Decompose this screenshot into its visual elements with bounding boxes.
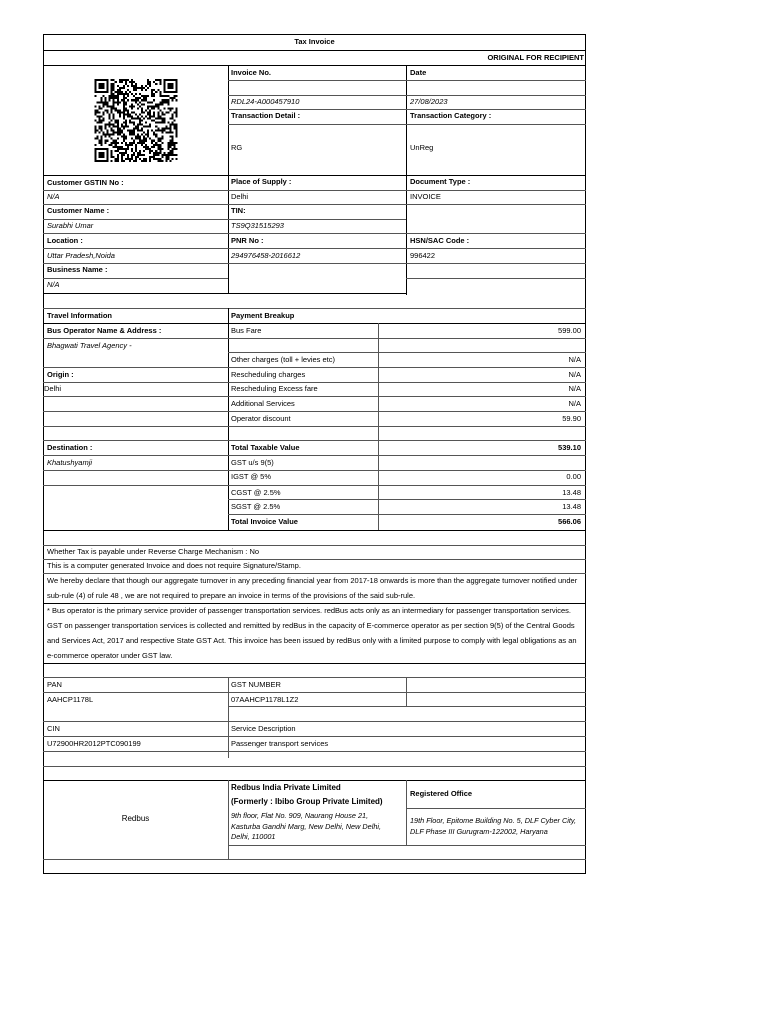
reverse-charge-note: Whether Tax is payable under Reverse Charge Mechanism : No: [47, 547, 260, 556]
origin-label: Origin :: [47, 370, 74, 379]
service-description-value: Passenger transport services: [231, 739, 329, 748]
payment-breakup-header: Payment Breakup: [231, 311, 295, 320]
transaction-detail-label: Transaction Detail :: [231, 111, 301, 120]
customer-gstin: N/A: [47, 192, 60, 201]
operator-discount-value: 59.90: [562, 414, 581, 423]
taxable-value-label: Total Taxable Value: [231, 443, 300, 452]
business-name-label: Business Name :: [47, 265, 108, 274]
bus-fare-value: 599.00: [558, 326, 581, 335]
place-of-supply: Delhi: [231, 192, 249, 201]
hsn-value: 996422: [410, 251, 436, 260]
customer-name-label: Customer Name :: [47, 206, 110, 215]
other-charges-value: N/A: [568, 355, 581, 364]
operator-label: Bus Operator Name & Address :: [47, 326, 162, 335]
transaction-category: UnReg: [410, 143, 434, 152]
destination-value: Khatushyamji: [47, 458, 93, 467]
cgst-value: 13.48: [562, 488, 581, 497]
destination-label: Destination :: [47, 443, 93, 452]
additional-services-value: N/A: [568, 399, 581, 408]
cin-label: CIN: [47, 724, 60, 733]
company-formerly: (Formerly : Ibibo Group Private Limited): [231, 797, 383, 806]
qr-code-icon: [93, 79, 179, 162]
taxable-value: 539.10: [558, 443, 581, 452]
invoice-no: RDL24-A000457910: [231, 97, 300, 106]
bus-fare-label: Bus Fare: [231, 326, 262, 335]
tin-value: TS9Q31515293: [231, 221, 284, 230]
operator-name: Bhagwati Travel Agency -: [47, 341, 132, 350]
place-of-supply-label: Place of Supply :: [231, 177, 292, 186]
page-title: Tax Invoice: [294, 37, 335, 46]
document-type-label: Document Type :: [410, 177, 471, 186]
service-description-label: Service Description: [231, 724, 296, 733]
gst-number-label: GST NUMBER: [231, 680, 281, 689]
document-type: INVOICE: [410, 192, 441, 201]
date-label: Date: [410, 68, 427, 77]
gst-section-label: GST u/s 9(5): [231, 458, 274, 467]
declaration-note: We hereby declare that though our aggregate turnover in any preceding financial year from 2017-18 onwards is more than the aggregate turnover notified under sub-rule (4) of rule 48 , we are not required to prepare an invoice in terms of the provisions of the said sub-rule.: [47, 576, 578, 600]
company-name: Redbus India Private Limited: [231, 783, 341, 792]
registered-office-address: 19th Floor, Epitome Building No. 5, DLF Cyber City, DLF Phase III Gurugram-122002, Haryana: [410, 816, 577, 836]
operator-discount-label: Operator discount: [231, 414, 291, 423]
other-charges-label: Other charges (toll + levies etc): [231, 355, 336, 364]
disclaimer-note: * Bus operator is the primary service provider of passenger transportation services. redBus acts only as an intermediary for passenger transportation services. GST on passenger transportation services is collected and remitted by redBus in the capacity of E-commerce operator as per section 9(5) of the Central Goods and Services Act, 2017 and respective State GST Act. This invoice has been issued by redBus only with a limited purpose to comply with legal obligations as an e-commerce operator under GST law.: [47, 606, 577, 660]
copy-label: ORIGINAL FOR RECIPIENT: [487, 53, 584, 62]
sgst-label: SGST @ 2.5%: [231, 502, 281, 511]
pan-label: PAN: [47, 680, 62, 689]
rescheduling-label: Rescheduling charges: [231, 370, 306, 379]
cin-value: U72900HR2012PTC090199: [47, 739, 141, 748]
igst-label: IGST @ 5%: [231, 472, 271, 481]
total-invoice-value: 566.06: [558, 517, 581, 526]
customer-gstin-label: Customer GSTIN No :: [47, 178, 124, 187]
resched-excess-label: Rescheduling Excess fare: [231, 384, 318, 393]
transaction-category-label: Transaction Category :: [410, 111, 492, 120]
tin-label: TIN:: [231, 206, 246, 215]
origin-value: Delhi: [44, 384, 62, 393]
customer-name: Surabhi Umar: [47, 221, 94, 230]
registered-office-label: Registered Office: [410, 789, 473, 798]
company-address: 9th floor, Flat No. 909, Naurang House 21, Kasturba Gandhi Marg, New Delhi, New Delhi, Delhi, 110001: [231, 811, 382, 841]
travel-info-header: Travel Information: [47, 311, 113, 320]
pnr-value: 294976458-2016612: [231, 251, 301, 260]
rescheduling-value: N/A: [568, 370, 581, 379]
invoice-date: 27/08/2023: [410, 97, 448, 106]
business-name: N/A: [47, 280, 60, 289]
gst-number-value: 07AAHCP1178L1Z2: [231, 695, 299, 704]
igst-value: 0.00: [566, 472, 581, 481]
sgst-value: 13.48: [562, 502, 581, 511]
customer-location: Uttar Pradesh,Noida: [47, 251, 115, 260]
transaction-detail: RG: [231, 143, 243, 152]
invoice-no-label: Invoice No.: [231, 68, 272, 77]
computer-generated-note: This is a computer generated Invoice and does not require Signature/Stamp.: [47, 561, 301, 570]
pnr-label: PNR No :: [231, 236, 264, 245]
additional-services-label: Additional Services: [231, 399, 295, 408]
resched-excess-value: N/A: [568, 384, 581, 393]
pan-value: AAHCP1178L: [47, 695, 94, 704]
total-invoice-label: Total Invoice Value: [231, 517, 298, 526]
brand-name: Redbus: [121, 814, 150, 823]
location-label: Location :: [47, 236, 83, 245]
hsn-label: HSN/SAC Code :: [410, 236, 470, 245]
cgst-label: CGST @ 2.5%: [231, 488, 281, 497]
